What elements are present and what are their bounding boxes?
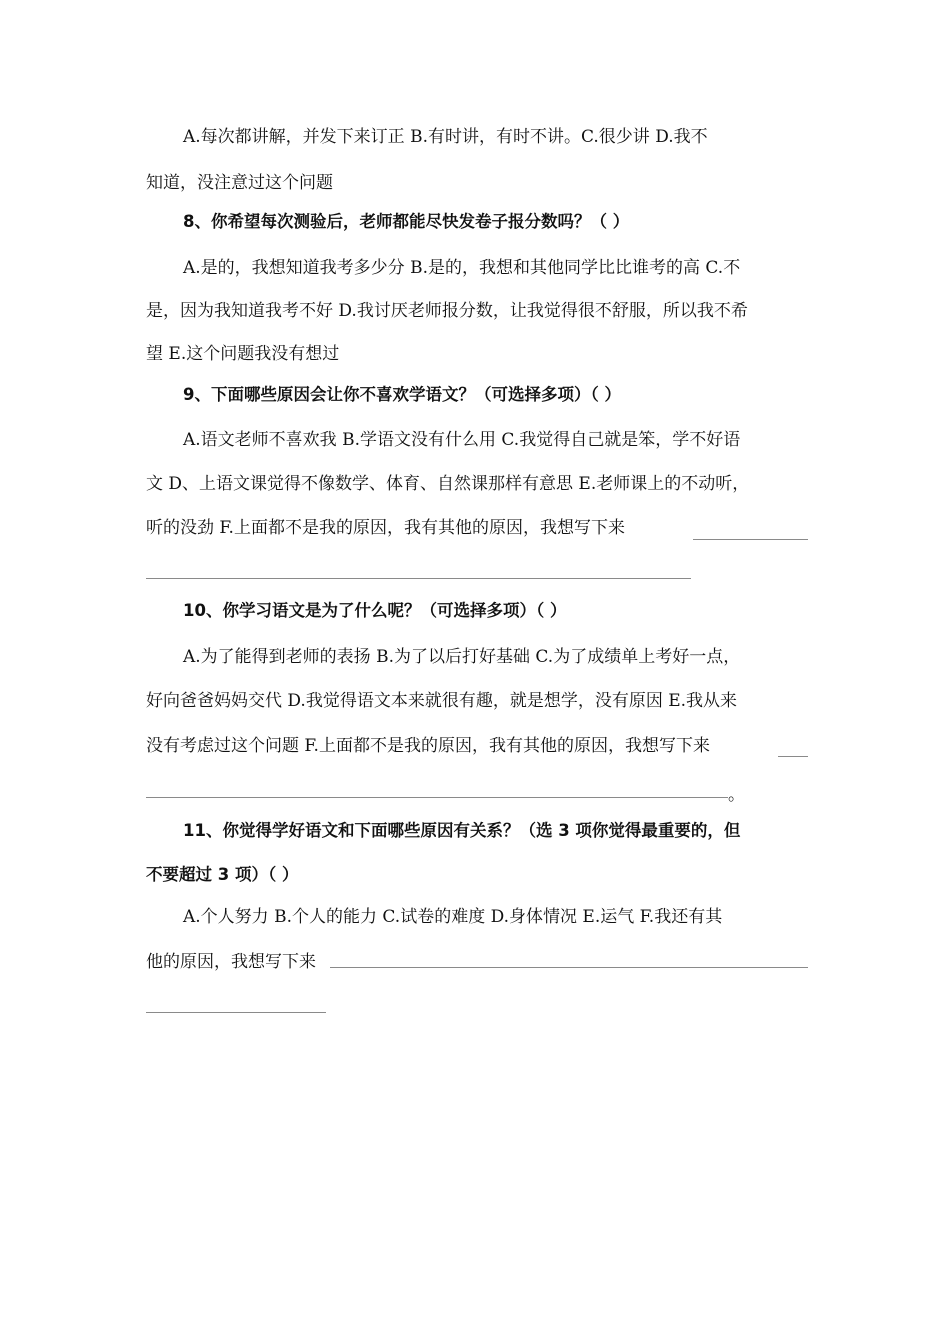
q7-options-line-2: 知道，没注意过这个问题 <box>146 173 333 193</box>
q10-period: 。 <box>728 785 745 805</box>
q10-write-in-blank-1[interactable] <box>778 756 808 757</box>
question-8: 8、你希望每次测验后，老师都能尽快发卷子报分数吗？（ ） <box>183 212 630 231</box>
question-9: 9、下面哪些原因会让你不喜欢学语文？（可选择多项）（ ） <box>183 385 621 404</box>
q8-options-line-1: A.是的，我想知道我考多少分 B.是的，我想和其他同学比比谁考的高 C.不 <box>183 258 741 278</box>
q9-options-line-3: 听的没劲 F.上面都不是我的原因，我有其他的原因，我想写下来 <box>146 518 625 538</box>
q11-write-in-blank-2[interactable] <box>146 1012 326 1013</box>
q10-options-line-3: 没有考虑过这个问题 F.上面都不是我的原因，我有其他的原因，我想写下来 <box>146 736 710 756</box>
q8-options-line-3: 望 E.这个问题我没有想过 <box>146 344 340 364</box>
q10-options-line-1: A.为了能得到老师的表扬 B.为了以后打好基础 C.为了成绩单上考好一点， <box>183 647 741 667</box>
q7-options-line-1: A.每次都讲解，并发下来订正 B.有时讲，有时不讲。C.很少讲 D.我不 <box>183 127 708 147</box>
q9-write-in-blank-1[interactable] <box>693 539 808 540</box>
q11-options-line-2: 他的原因，我想写下来 <box>146 952 316 972</box>
q9-options-line-1: A.语文老师不喜欢我 B.学语文没有什么用 C.我觉得自己就是笨，学不好语 <box>183 430 741 450</box>
q11-write-in-blank-1[interactable] <box>330 967 808 968</box>
q9-write-in-blank-2[interactable] <box>146 578 691 579</box>
q10-options-line-2: 好向爸爸妈妈交代 D.我觉得语文本来就很有趣，就是想学，没有原因 E.我从来 <box>146 691 738 711</box>
q11-options-line-1: A.个人努力 B.个人的能力 C.试卷的难度 D.身体情况 E.运气 F.我还有其 <box>183 907 723 927</box>
q10-write-in-blank-2[interactable] <box>146 797 728 798</box>
question-11-line-1: 11、你觉得学好语文和下面哪些原因有关系？（选 3 项你觉得最重要的，但 <box>183 821 741 840</box>
q8-options-line-2: 是，因为我知道我考不好 D.我讨厌老师报分数，让我觉得很不舒服，所以我不希 <box>146 301 748 321</box>
q9-options-line-2: 文 D、上语文课觉得不像数学、体育、自然课那样有意思 E.老师课上的不动听， <box>146 474 750 494</box>
question-10: 10、你学习语文是为了什么呢？（可选择多项）（ ） <box>183 601 567 620</box>
question-11-line-2: 不要超过 3 项）（ ） <box>146 865 299 884</box>
